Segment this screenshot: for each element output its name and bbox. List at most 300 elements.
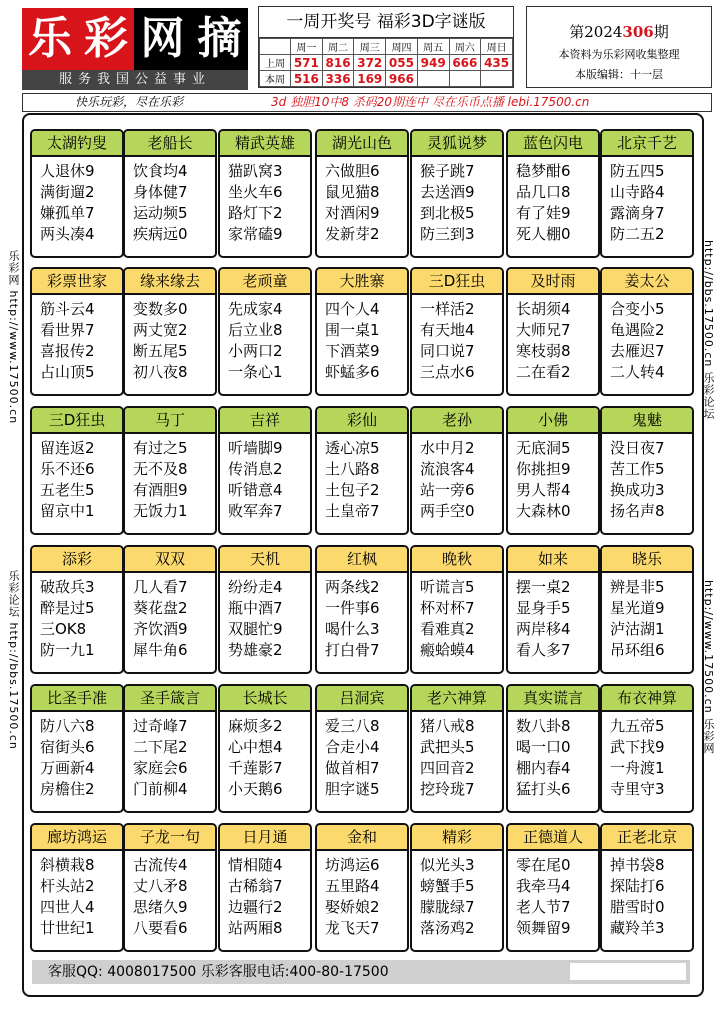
riddle-line: 犀牛角6 [133,641,188,659]
riddle-line: 透心凉5 [325,439,380,457]
card-author: 三D狂虫 [412,269,502,295]
riddle-line: 有了娃9 [516,204,571,222]
riddle-line: 腊雪时0 [610,898,665,916]
card-lines [317,434,407,522]
riddle-line: 苦工作5 [610,460,665,478]
riddle-line: 有酒胆9 [133,481,188,499]
draw-number: 372 [354,55,386,71]
card-lines [317,295,407,383]
card-lines [220,295,310,383]
card-author: 马丁 [125,408,215,434]
riddle-line: 先成家4 [228,300,283,318]
riddle-line: 无不及8 [133,460,188,478]
card-lines [32,295,122,383]
riddle-line: 古流传4 [133,856,188,874]
banner-promo-link[interactable]: 3d 独胆10中8 杀码20期连中 尽在乐币点播 lebi.17500.cn [271,95,590,109]
riddle-line: 边疆行2 [228,898,283,916]
draw-header-cell: 周五 [417,39,449,55]
riddle-line: 棚内春4 [516,759,571,777]
riddle-line: 一件事6 [325,599,380,617]
riddle-line: 瓶中酒7 [228,599,283,617]
riddle-line: 似光头3 [420,856,475,874]
riddle-line: 品几口8 [516,183,571,201]
draw-title: 一周开奖号 福彩3D字谜版 [259,7,513,38]
draw-row-label: 上周 [260,55,291,71]
card-lines [602,712,692,800]
riddle-line: 三点水6 [420,363,475,381]
riddle-line: 土皇帝7 [325,502,380,520]
draw-number: 816 [322,55,354,71]
card-author: 蓝色闪电 [508,131,598,157]
card-lines [32,851,122,939]
card-author: 大胜寨 [317,269,407,295]
draw-header-cell: 周三 [354,39,386,55]
riddle-line: 丈八矛8 [133,877,188,895]
card-lines [602,434,692,522]
card-author: 双双 [125,547,215,573]
card-lines [125,712,215,800]
riddle-line: 过奇峰7 [133,717,188,735]
riddle-card [218,406,312,535]
riddle-line: 掉书袋8 [610,856,665,874]
riddle-card [410,823,504,952]
riddle-line: 一条心1 [228,363,283,381]
riddle-card [410,545,504,674]
riddle-line: 葵花盘2 [133,599,188,617]
riddle-line: 我牵马4 [516,877,571,895]
riddle-card [506,129,600,258]
card-lines [220,434,310,522]
side-text-left-top: 乐彩网 http://www.17500.cn [7,250,20,425]
card-author: 精武英雄 [220,131,310,157]
riddle-line: 初八夜8 [133,363,188,381]
card-lines [125,434,215,522]
card-lines [317,851,407,939]
riddle-line: 八要看6 [133,919,188,937]
draw-results-panel [258,6,514,88]
logo-char-3: 网 [134,8,191,70]
riddle-line: 瘢蛤蟆4 [420,641,475,659]
card-author: 老顽童 [220,269,310,295]
riddle-card [315,684,409,813]
riddle-line: 家庭会6 [133,759,188,777]
draw-number: 336 [322,71,354,87]
card-author: 精彩 [412,825,502,851]
riddle-line: 传消息2 [228,460,283,478]
riddle-line: 路灯下2 [228,204,283,222]
riddle-line: 零在尾0 [516,856,571,874]
card-author: 布衣神算 [602,686,692,712]
riddle-line: 喜报传2 [40,342,95,360]
card-lines [32,157,122,245]
riddle-line: 两丈宽2 [133,321,188,339]
riddle-line: 听墙脚9 [228,439,283,457]
riddle-line: 四世人4 [40,898,95,916]
riddle-line: 三OK8 [40,620,87,638]
card-lines [317,157,407,245]
riddle-line: 饮食均4 [133,162,188,180]
riddle-line: 扬名声8 [610,502,665,520]
riddle-line: 到北极5 [420,204,475,222]
riddle-card [600,129,694,258]
card-author: 添彩 [32,547,122,573]
riddle-line: 大森林0 [516,502,571,520]
riddle-card [30,267,124,396]
riddle-line: 占山顶5 [40,363,95,381]
card-author: 北京千艺 [602,131,692,157]
riddle-line: 没日夜7 [610,439,665,457]
card-author: 吉祥 [220,408,310,434]
riddle-line: 防五四5 [610,162,665,180]
riddle-line: 千莲影7 [228,759,283,777]
riddle-line: 门前柳4 [133,780,188,798]
riddle-line: 死人棚0 [516,225,571,243]
riddle-line: 满街遛2 [40,183,95,201]
card-lines [602,157,692,245]
riddle-line: 落汤鸡2 [420,919,475,937]
card-author: 晓乐 [602,547,692,573]
riddle-line: 星光道9 [610,599,665,617]
draw-number [481,71,513,87]
card-lines [125,851,215,939]
riddle-line: 探陆打6 [610,877,665,895]
card-author: 圣手箴言 [125,686,215,712]
riddle-card [600,684,694,813]
riddle-card [123,267,217,396]
riddle-line: 后立业8 [228,321,283,339]
riddle-line: 站一旁6 [420,481,475,499]
riddle-line: 长胡须4 [516,300,571,318]
riddle-line: 龙飞天7 [325,919,380,937]
riddle-line: 防一九1 [40,641,95,659]
riddle-line: 有天地4 [420,321,475,339]
riddle-line: 鼠见猫8 [325,183,380,201]
riddle-line: 稳梦酣6 [516,162,571,180]
riddle-card [30,684,124,813]
footer-blank-box [570,963,686,980]
card-author: 红枫 [317,547,407,573]
card-author: 彩仙 [317,408,407,434]
riddle-line: 小天鹅6 [228,780,283,798]
riddle-line: 双腿忙9 [228,620,283,638]
riddle-line: 武下找9 [610,738,665,756]
source-note: 本资料为乐彩网收集整理 [558,48,680,61]
card-lines [125,157,215,245]
riddle-card [218,129,312,258]
riddle-line: 男人帮4 [516,481,571,499]
riddle-line: 领舞留9 [516,919,571,937]
riddle-line: 败军奔7 [228,502,283,520]
draw-row-label: 本周 [260,71,291,87]
draw-number: 169 [354,71,386,87]
riddle-line: 防八六8 [40,717,95,735]
draw-number: 966 [386,71,418,87]
riddle-line: 露滴身7 [610,204,665,222]
card-author: 日月通 [220,825,310,851]
riddle-line: 两岸移4 [516,620,571,638]
card-author: 及时雨 [508,269,598,295]
riddle-line: 螃蟹手5 [420,877,475,895]
card-lines [220,712,310,800]
riddle-line: 去送酒9 [420,183,475,201]
card-lines [220,157,310,245]
riddle-line: 醉是过5 [40,599,95,617]
slogan: 服务我国公益事业 [22,70,248,90]
card-lines [125,295,215,383]
card-lines [220,573,310,661]
riddle-line: 宿街头6 [40,738,95,756]
card-lines [125,573,215,661]
draw-number: 571 [291,55,323,71]
riddle-line: 朦胧绿7 [420,898,475,916]
riddle-line: 胆字谜5 [325,780,380,798]
riddle-card [315,267,409,396]
card-author: 比圣手准 [32,686,122,712]
riddle-line: 合走小4 [325,738,380,756]
riddle-line: 身体健7 [133,183,188,201]
riddle-line: 娶娇娘2 [325,898,380,916]
card-lines [508,157,598,245]
riddle-line: 挖玲珑7 [420,780,475,798]
riddle-line: 猫趴窝3 [228,162,283,180]
draw-number: 516 [291,71,323,87]
card-author: 老船长 [125,131,215,157]
riddle-line: 土包子2 [325,481,380,499]
card-author: 老六神算 [412,686,502,712]
riddle-line: 万画新4 [40,759,95,777]
card-author: 金和 [317,825,407,851]
draw-header-cell: 周四 [386,39,418,55]
card-lines [32,712,122,800]
card-author: 正老北京 [602,825,692,851]
riddle-line: 嫌孤单7 [40,204,95,222]
riddle-line: 发新芽2 [325,225,380,243]
card-lines [508,851,598,939]
riddle-line: 杯对杯7 [420,599,475,617]
card-lines [220,851,310,939]
riddle-card [218,684,312,813]
riddle-card [600,823,694,952]
riddle-card [123,684,217,813]
promo-banner [22,93,712,112]
card-author: 姜太公 [602,269,692,295]
issue-number [527,21,711,42]
riddle-line: 麻烦多2 [228,717,283,735]
logo-char-2: 彩 [78,8,134,70]
draw-number: 666 [449,55,481,71]
riddle-line: 人退休9 [40,162,95,180]
card-author: 老孙 [412,408,502,434]
riddle-card [506,823,600,952]
riddle-line: 乐不还6 [40,460,95,478]
riddle-card [410,129,504,258]
card-author: 晚秋 [412,547,502,573]
riddle-line: 六做胆6 [325,162,380,180]
card-lines [508,434,598,522]
riddle-line: 九五帝5 [610,717,665,735]
card-lines [412,434,502,522]
riddle-line: 坊鸿运6 [325,856,380,874]
draw-number: 949 [417,55,449,71]
riddle-line: 去雁迟7 [610,342,665,360]
riddle-card [600,406,694,535]
side-text-right-top: http://bbs.17500.cn 乐彩论坛 [702,240,715,420]
riddle-line: 变数多0 [133,300,188,318]
riddle-line: 寺里守3 [610,780,665,798]
card-lines [508,295,598,383]
card-author: 太湖钓叟 [32,131,122,157]
riddle-line: 围一桌1 [325,321,380,339]
card-author: 长城长 [220,686,310,712]
riddle-line: 喝一口0 [516,738,571,756]
banner-slogan: 快乐玩彩，尽在乐彩 [75,95,184,109]
editor-note: 本版编辑：十一层 [575,68,663,81]
riddle-line: 两头凑4 [40,225,95,243]
riddle-line: 龟遇险2 [610,321,665,339]
draw-number: 435 [481,55,513,71]
riddle-card [506,684,600,813]
card-author: 湖光山色 [317,131,407,157]
riddle-line: 大师兄7 [516,321,571,339]
riddle-line: 一样活2 [420,300,475,318]
riddle-card [123,823,217,952]
riddle-line: 杆头站2 [40,877,95,895]
riddle-line: 猛打头6 [516,780,571,798]
riddle-line: 家常磕9 [228,225,283,243]
riddle-line: 辨是非5 [610,578,665,596]
riddle-line: 有过之5 [133,439,188,457]
riddle-card [315,823,409,952]
riddle-line: 运动频5 [133,204,188,222]
riddle-line: 两手空0 [420,502,475,520]
riddle-line: 一舟渡1 [610,759,665,777]
card-lines [508,573,598,661]
riddle-line: 听谎言5 [420,578,475,596]
draw-number [417,71,449,87]
riddle-line: 数八卦8 [516,717,571,735]
riddle-card [30,823,124,952]
draw-header-cell: 周六 [449,39,481,55]
riddle-line: 合变小5 [610,300,665,318]
riddle-line: 房檐住2 [40,780,95,798]
riddle-line: 古稀翁7 [228,877,283,895]
riddle-line: 破敌兵3 [40,578,95,596]
riddle-line: 齐饮酒9 [133,620,188,638]
riddle-card [315,129,409,258]
riddle-line: 留连返2 [40,439,95,457]
riddle-line: 看人多7 [516,641,571,659]
card-author: 吕洞宾 [317,686,407,712]
riddle-line: 吊环组6 [610,641,665,659]
riddle-card [30,406,124,535]
riddle-line: 筋斗云4 [40,300,95,318]
issue-value: 306 [622,23,654,41]
card-author: 灵狐说梦 [412,131,502,157]
riddle-line: 疾病远0 [133,225,188,243]
card-lines [412,712,502,800]
riddle-line: 小两口2 [228,342,283,360]
riddle-line: 爱三八8 [325,717,380,735]
riddle-card [410,406,504,535]
logo-char-1: 乐 [22,8,78,70]
riddle-card [410,267,504,396]
issue-prefix: 第2024 [569,23,623,41]
riddle-line: 断五尾5 [133,342,188,360]
riddle-line: 看难真2 [420,620,475,638]
side-text-left-bottom: 乐彩论坛 http://bbs.17500.cn [7,570,20,750]
riddle-line: 显身手5 [516,599,571,617]
riddle-card [218,823,312,952]
riddle-line: 对酒闲9 [325,204,380,222]
riddle-card [600,545,694,674]
riddle-line: 心中想4 [228,738,283,756]
riddle-line: 防三到3 [420,225,475,243]
card-author: 廊坊鸿运 [32,825,122,851]
riddle-line: 纷纷走4 [228,578,283,596]
card-author: 小佛 [508,408,598,434]
riddle-line: 坐火车6 [228,183,283,201]
riddle-line: 猪八戒8 [420,717,475,735]
riddle-line: 四回音2 [420,759,475,777]
logo-char-4: 摘 [191,8,248,70]
riddle-line: 寒枝弱8 [516,342,571,360]
riddle-line: 做首相7 [325,759,380,777]
riddle-line: 看世界7 [40,321,95,339]
riddle-card [123,406,217,535]
riddle-card [506,406,600,535]
draw-number [449,71,481,87]
riddle-line: 同口说7 [420,342,475,360]
draw-header-cell: 周日 [481,39,513,55]
riddle-line: 换成功3 [610,481,665,499]
riddle-card [506,267,600,396]
riddle-card [410,684,504,813]
riddle-card [30,545,124,674]
draw-header-cell: 周二 [322,39,354,55]
issue-suffix: 期 [653,23,669,41]
card-lines [508,712,598,800]
draw-number: 055 [386,55,418,71]
riddle-card [506,545,600,674]
riddle-line: 二人转4 [610,363,665,381]
riddle-line: 摆一桌2 [516,578,571,596]
card-lines [412,295,502,383]
card-lines [32,434,122,522]
riddle-line: 防二五2 [610,225,665,243]
card-author: 真实谎言 [508,686,598,712]
riddle-line: 武把头5 [420,738,475,756]
riddle-card [30,129,124,258]
riddle-line: 你挑担9 [516,460,571,478]
riddle-line: 山寺路4 [610,183,665,201]
customer-service-info: 客服QQ: 4008017500 乐彩客服电话:400-80-17500 [48,964,389,980]
riddle-line: 二在看2 [516,363,571,381]
card-lines [32,573,122,661]
riddle-card [123,129,217,258]
riddle-card [218,545,312,674]
draw-corner [260,39,291,55]
riddle-line: 五老生5 [40,481,95,499]
riddle-line: 思绪久9 [133,898,188,916]
riddle-line: 下酒菜9 [325,342,380,360]
card-author: 正德道人 [508,825,598,851]
card-author: 缘来缘去 [125,269,215,295]
riddle-line: 斜横栽8 [40,856,95,874]
card-author: 彩票世家 [32,269,122,295]
card-lines [412,851,502,939]
riddle-card [315,545,409,674]
card-lines [412,573,502,661]
